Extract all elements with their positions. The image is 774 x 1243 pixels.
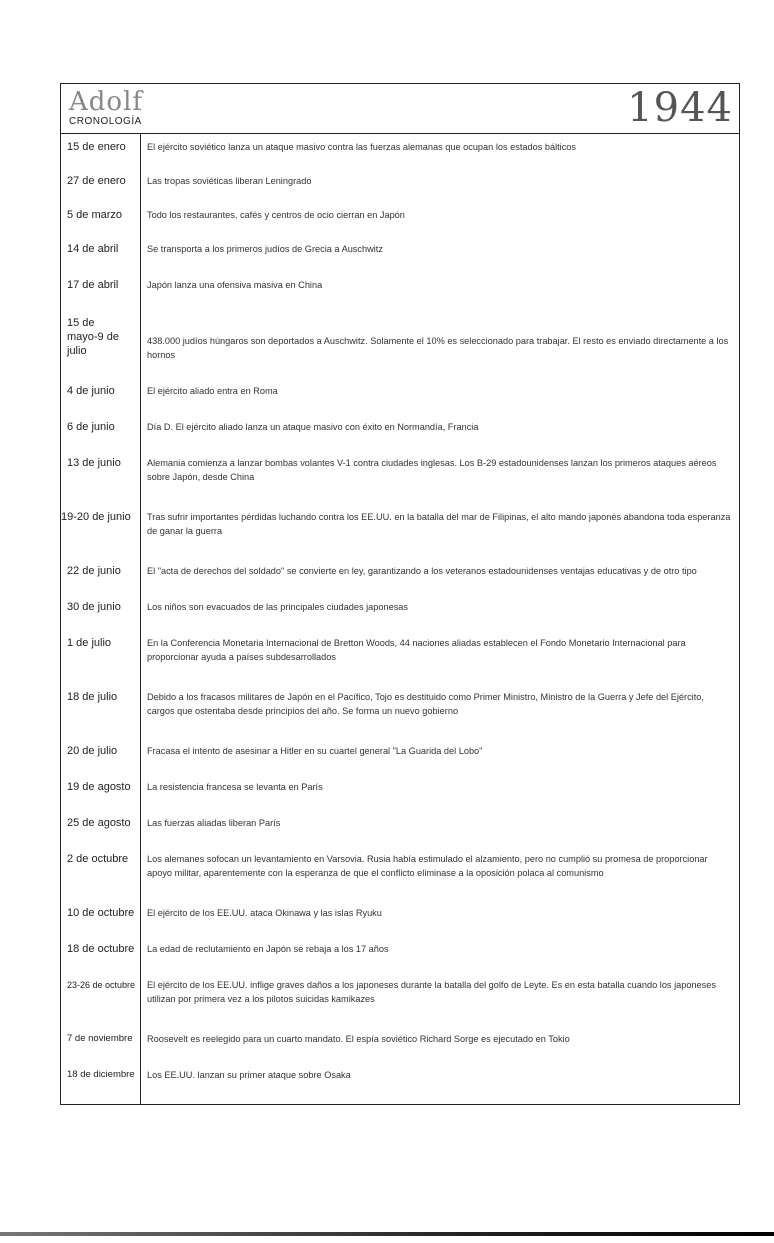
year-heading: 1944 bbox=[627, 85, 733, 131]
column-divider bbox=[140, 134, 141, 1104]
entry-text: Los alemanes sofocan un levantamiento en Varsovia. Rusia había estimulado el alzamiento, pero no cumplió su promesa de proporcionar apoyo militar, aparentemente con la esperanza de que el conflicto eliminase a la oposición polaca al comunismo bbox=[147, 854, 708, 878]
entry-text: Los EE.UU. lanzan su primer ataque sobre Osaka bbox=[147, 1070, 351, 1080]
entry-date: 10 de octubre bbox=[67, 907, 135, 919]
chronology-table bbox=[60, 83, 740, 1105]
entry-date: 5 de marzo bbox=[67, 209, 123, 221]
entry-date: 18 de diciembre bbox=[67, 1069, 135, 1080]
entry-date: 30 de junio bbox=[67, 601, 121, 613]
entry-date: 15 de mayo-9 de julio bbox=[67, 317, 119, 357]
entry-text: Alemania comienza a lanzar bombas volantes V-1 contra ciudades inglesas. Los B-29 estadounidenses lanzan los primeros ataques aéreos sobre Japón, desde China bbox=[147, 458, 717, 482]
entry-text: El ejército de los EE.UU. inflige graves daños a los japoneses durante la batalla del golfo de Leyte. Es en esta batalla cuando los japoneses utilizan por primera vez a los pilotos suicidas kamikazes bbox=[147, 980, 716, 1004]
entry-text: El "acta de derechos del soldado" se convierte en ley, garantizando a los veteranos estadounidenses ventajas educativas y de otro tipo bbox=[147, 566, 697, 576]
entry-date: 14 de abril bbox=[67, 243, 119, 255]
entry-date: 18 de octubre bbox=[67, 943, 135, 955]
entry-date: 27 de enero bbox=[67, 175, 126, 187]
table-header bbox=[61, 84, 739, 134]
entry-text: Se transporta a los primeros judíos de Grecia a Auschwitz bbox=[147, 244, 383, 254]
entry-text: El ejército de los EE.UU. ataca Okinawa y las islas Ryuku bbox=[147, 908, 382, 918]
entry-date: 15 de enero bbox=[67, 141, 126, 153]
entry-date: 19 de agosto bbox=[67, 781, 131, 793]
entry-date: 19-20 de junio bbox=[61, 511, 131, 523]
entry-text: Japón lanza una ofensiva masiva en China bbox=[147, 280, 323, 290]
entry-date: 22 de junio bbox=[67, 565, 121, 577]
entry-text: Las fuerzas aliadas liberan París bbox=[147, 818, 281, 828]
entry-text: Fracasa el intento de asesinar a Hitler en su cuartel general "La Guarida del Lobo" bbox=[147, 746, 483, 756]
entry-date: 20 de julio bbox=[67, 745, 118, 757]
entry-date: 17 de abril bbox=[67, 279, 119, 291]
entry-text: El ejército soviético lanza un ataque masivo contra las fuerzas alemanas que ocupan los estados bálticos bbox=[147, 142, 576, 152]
entry-text: En la Conferencia Monetaria Internacional de Bretton Woods, 44 naciones aliadas establecen el Fondo Monetario Internacional para proporcionar ayuda a países subdesarrollados bbox=[147, 638, 686, 662]
entry-date: 25 de agosto bbox=[67, 817, 131, 829]
entry-date: 1 de julio bbox=[67, 637, 112, 649]
entry-text: Los niños son evacuados de las principales ciudades japonesas bbox=[147, 602, 408, 612]
entry-text: Tras sufrir importantes pérdidas luchando contra los EE.UU. en la batalla del mar de Filipinas, el alto mando japonés abandona toda esperanza de ganar la guerra bbox=[147, 512, 731, 536]
entry-text: Las tropas soviéticas liberan Leningrado bbox=[147, 176, 312, 186]
entry-date: 7 de noviembre bbox=[67, 1033, 133, 1044]
entry-date: 6 de junio bbox=[67, 421, 115, 433]
entry-date: 13 de junio bbox=[67, 457, 121, 469]
entry-text: Día D. El ejército aliado lanza un ataque masivo con éxito en Normandía, Francia bbox=[147, 422, 479, 432]
section-label: CRONOLOGÍA bbox=[69, 116, 142, 127]
book-title: Adolf bbox=[69, 87, 144, 117]
entry-date: 4 de junio bbox=[67, 385, 115, 397]
entry-text: El ejército aliado entra en Roma bbox=[147, 386, 278, 396]
entry-date: 18 de julio bbox=[67, 691, 118, 703]
entry-text: 438.000 judíos húngaros son deportados a Auschwitz. Solamente el 10% es seleccionado para trabajar. El resto es enviado directamente a los hornos bbox=[147, 336, 729, 360]
entry-text: Debido a los fracasos militares de Japón en el Pacífico, Tojo es destituido como Primer Ministro, Ministro de la Guerra y Jefe del Ejército, cargos que ostentaba desde principios del año. Se forma un nuevo gobierno bbox=[147, 692, 704, 716]
entry-date: 23-26 de octubre bbox=[67, 980, 136, 990]
page-bottom-rule bbox=[0, 1232, 774, 1236]
entry-text: Todo los restaurantes, cafés y centros de ocio cierran en Japón bbox=[147, 210, 405, 220]
entry-text: La edad de reclutamiento en Japón se rebaja a los 17 años bbox=[147, 944, 389, 954]
entry-text: La resistencia francesa se levanta en París bbox=[147, 782, 323, 792]
entry-text: Roosevelt es reelegido para un cuarto mandato. El espía soviético Richard Sorge es ejecutado en Tokio bbox=[147, 1034, 570, 1044]
entry-date: 2 de octubre bbox=[67, 853, 129, 865]
